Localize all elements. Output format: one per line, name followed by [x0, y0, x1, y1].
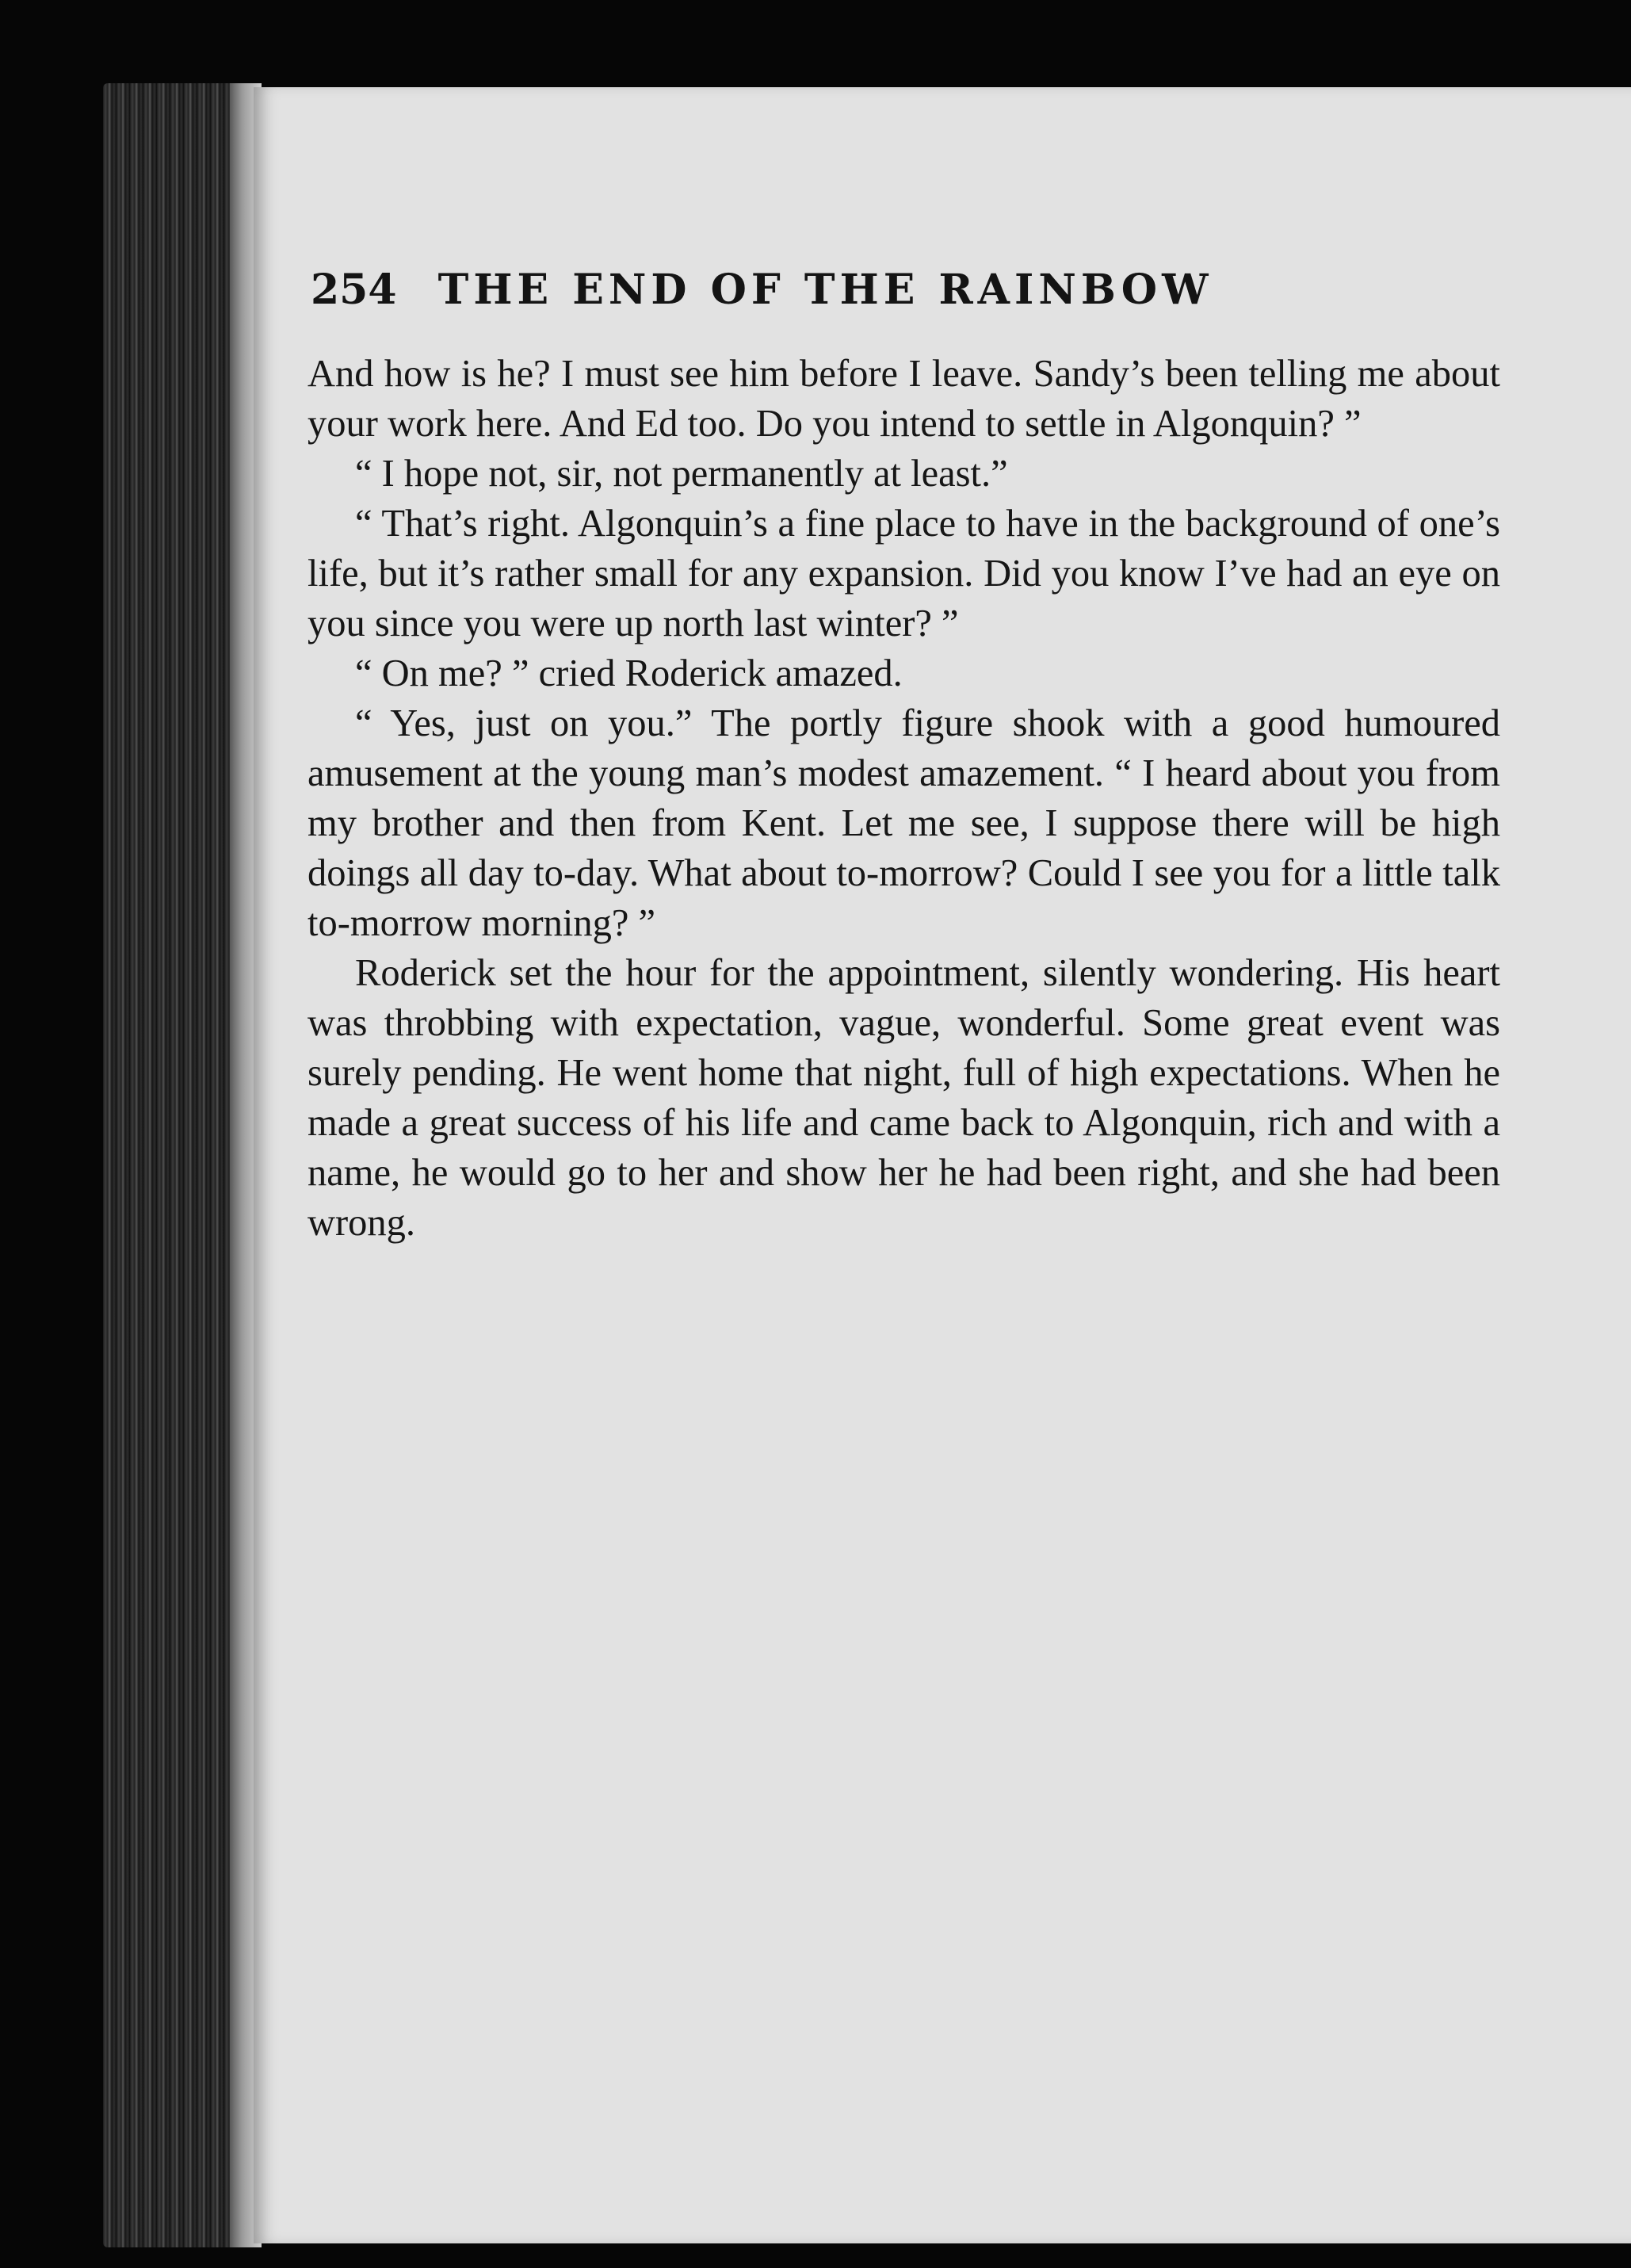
- paragraph: And how is he? I must see him before I leave. Sandy’s been telling me about your work here. And Ed too. Do you intend to settle in Algonquin? ”: [307, 353, 1500, 445]
- body-text: [307, 349, 1500, 1248]
- paragraph: “ I hope not, sir, not permanently at least.”: [355, 453, 1008, 495]
- running-head: [311, 266, 1499, 314]
- paragraph: “ Yes, just on you.” The portly figure shook with a good humoured amusement at the young man’s modest amazement. “ I heard about you from my brother and then from Kent. Let me see, I suppose there will be high doings all day to-day. What about to-morrow? Could I see you for a little talk to-morrow morning? ”: [307, 702, 1500, 944]
- running-title: THE END OF THE RAINBOW: [437, 266, 1213, 314]
- page-number: 254: [311, 266, 397, 314]
- paragraph: Roderick set the hour for the appointment, silently wondering. His heart was throbbing with expectation, vague, wonderful. Some great event was surely pending. He went home that night, full of high expectations. When he made a great success of his life and came back to Algonquin, rich and with a name, he would go to her and show her he had been right, and she had been wrong.: [307, 952, 1500, 1244]
- paragraph: “ That’s right. Algonquin’s a fine place to have in the background of one’s life, but it’s rather small for any expansion. Did you know I’ve had an eye on you since you were up north last winter? ”: [307, 503, 1500, 644]
- paragraph: “ On me? ” cried Roderick amazed.: [355, 652, 903, 694]
- book-edge: [103, 83, 262, 2247]
